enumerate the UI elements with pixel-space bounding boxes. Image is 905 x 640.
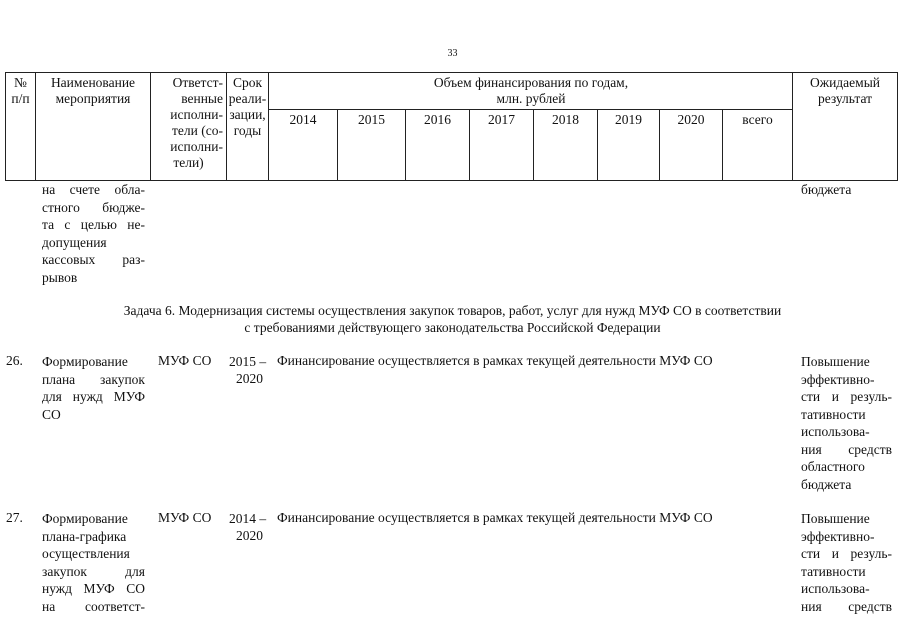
header-year-2014: 2014 (289, 112, 317, 127)
border-right (897, 72, 898, 181)
row-number: 26. (6, 353, 23, 368)
continuation-result: бюджета (801, 182, 852, 197)
row-term-start: 2014 – (229, 511, 267, 526)
row-result: Повышение эффективно- сти и резуль- тативности использова- ния средств (801, 511, 892, 614)
header-year-2018: 2018 (552, 112, 579, 127)
row-term-start: 2015 – (229, 354, 267, 369)
header-year-2017: 2017 (488, 112, 515, 127)
row-term-end: 2020 (236, 528, 263, 543)
header-year-2020: 2020 (677, 112, 705, 127)
row-result: Повышение эффективно- сти и резуль- тативности использова- ния средств областного бюджета (801, 354, 892, 492)
row-number: 27. (6, 510, 23, 525)
border-top (5, 72, 898, 73)
divider (268, 109, 793, 110)
continuation-name: на счете обла- стного бюдже- та с целью не- допущения кассовых раз- рывов (42, 182, 145, 285)
row-name: Формирование плана закупок для нужд МУФ СО (42, 354, 145, 422)
row-funding: Финансирование осуществляется в рамках текущей деятельности МУФ СО (277, 353, 713, 368)
table-header (5, 72, 898, 181)
header-result: Ожидаемый результат (810, 75, 880, 106)
header-term: Срок реали- зации, годы (228, 75, 267, 138)
row-executor: МУФ СО (158, 510, 212, 525)
header-total: всего (742, 112, 773, 127)
header-year-2015: 2015 (358, 112, 385, 127)
header-executors: Ответст- венные исполни- тели (со- исполни- тели) (170, 75, 223, 170)
header-year-2016: 2016 (424, 112, 451, 127)
header-num: № п/п (11, 75, 30, 106)
task-heading-line2: с требованиями действующего законодательства Российской Федерации (244, 320, 661, 335)
header-name: Наименование мероприятия (50, 75, 136, 106)
header-funding: Объем финансирования по годам, млн. рублей (433, 75, 629, 106)
row-funding: Финансирование осуществляется в рамках текущей деятельности МУФ СО (277, 510, 713, 525)
header-year-2019: 2019 (615, 112, 642, 127)
row-executor: МУФ СО (158, 353, 212, 368)
page-number: 33 (447, 48, 458, 59)
row-name: Формирование плана-графика осуществления закупок для нужд МУФ СО на соответст- (42, 511, 145, 614)
task-heading-line1: Задача 6. Модернизация системы осуществления закупок товаров, работ, услуг для нужд МУФ СО в соответствии (123, 303, 782, 318)
row-term-end: 2020 (236, 371, 263, 386)
